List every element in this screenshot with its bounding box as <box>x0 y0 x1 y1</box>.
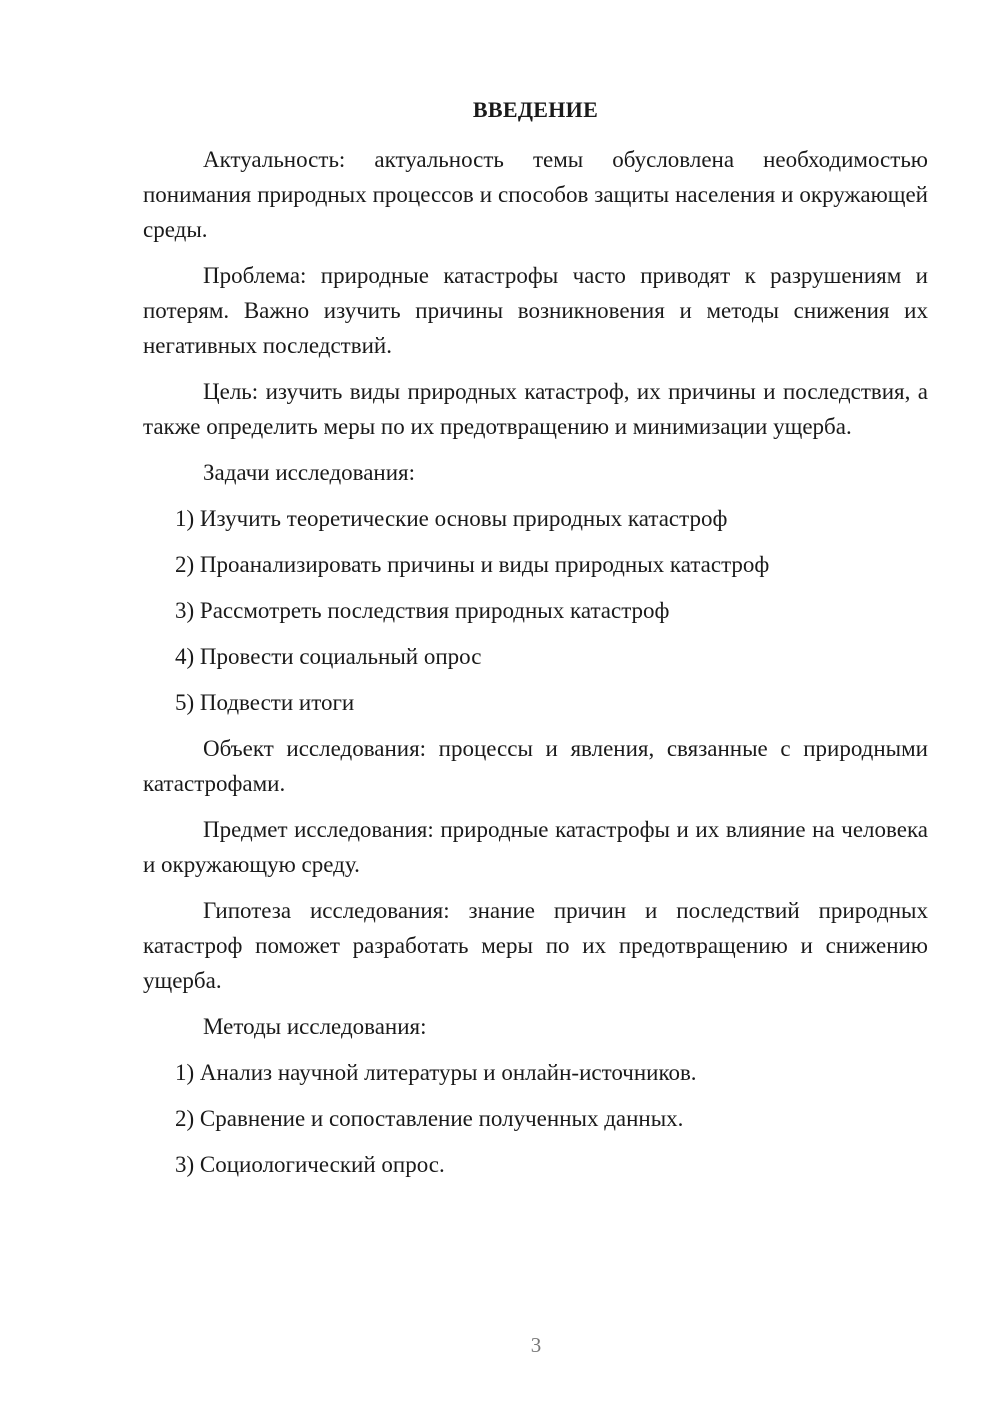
page-number: 3 <box>530 1333 542 1357</box>
list-item: 3) Рассмотреть последствия природных катастроф <box>175 598 670 623</box>
relevance-paragraph: Актуальность: актуальность темы обусловлена необходимостью понимания природных процессов и способов защиты населения и окружающей среды. <box>143 147 928 242</box>
list-item: 2) Проанализировать причины и виды природных катастроф <box>175 552 770 577</box>
goal-paragraph: Цель: изучить виды природных катастроф, их причины и последствия, а также определить меры по их предотвращению и минимизации ущерба. <box>143 379 928 439</box>
list-item: 4) Провести социальный опрос <box>175 644 482 669</box>
list-item: 5) Подвести итоги <box>175 690 355 715</box>
methods-heading: Методы исследования: <box>203 1014 427 1039</box>
document-page <box>143 95 928 1193</box>
section-title: ВВЕДЕНИЕ <box>472 97 599 122</box>
list-item: 1) Анализ научной литературы и онлайн-источников. <box>175 1060 697 1085</box>
hypothesis-paragraph: Гипотеза исследования: знание причин и последствий природных катастроф поможет разработать меры по их предотвращению и снижению ущерба. <box>143 898 928 993</box>
object-paragraph: Объект исследования: процессы и явления, связанные с природными катастрофами. <box>143 736 928 796</box>
problem-paragraph: Проблема: природные катастрофы часто приводят к разрушениям и потерям. Важно изучить причины возникновения и методы снижения их негативных последствий. <box>143 263 928 358</box>
list-item: 2) Сравнение и сопоставление полученных данных. <box>175 1106 684 1131</box>
tasks-list <box>143 501 928 720</box>
subject-paragraph: Предмет исследования: природные катастрофы и их влияние на человека и окружающую среду. <box>143 817 928 877</box>
tasks-heading: Задачи исследования: <box>203 460 416 485</box>
list-item: 3) Социологический опрос. <box>175 1152 445 1177</box>
list-item: 1) Изучить теоретические основы природных катастроф <box>175 506 728 531</box>
methods-list <box>143 1055 928 1182</box>
